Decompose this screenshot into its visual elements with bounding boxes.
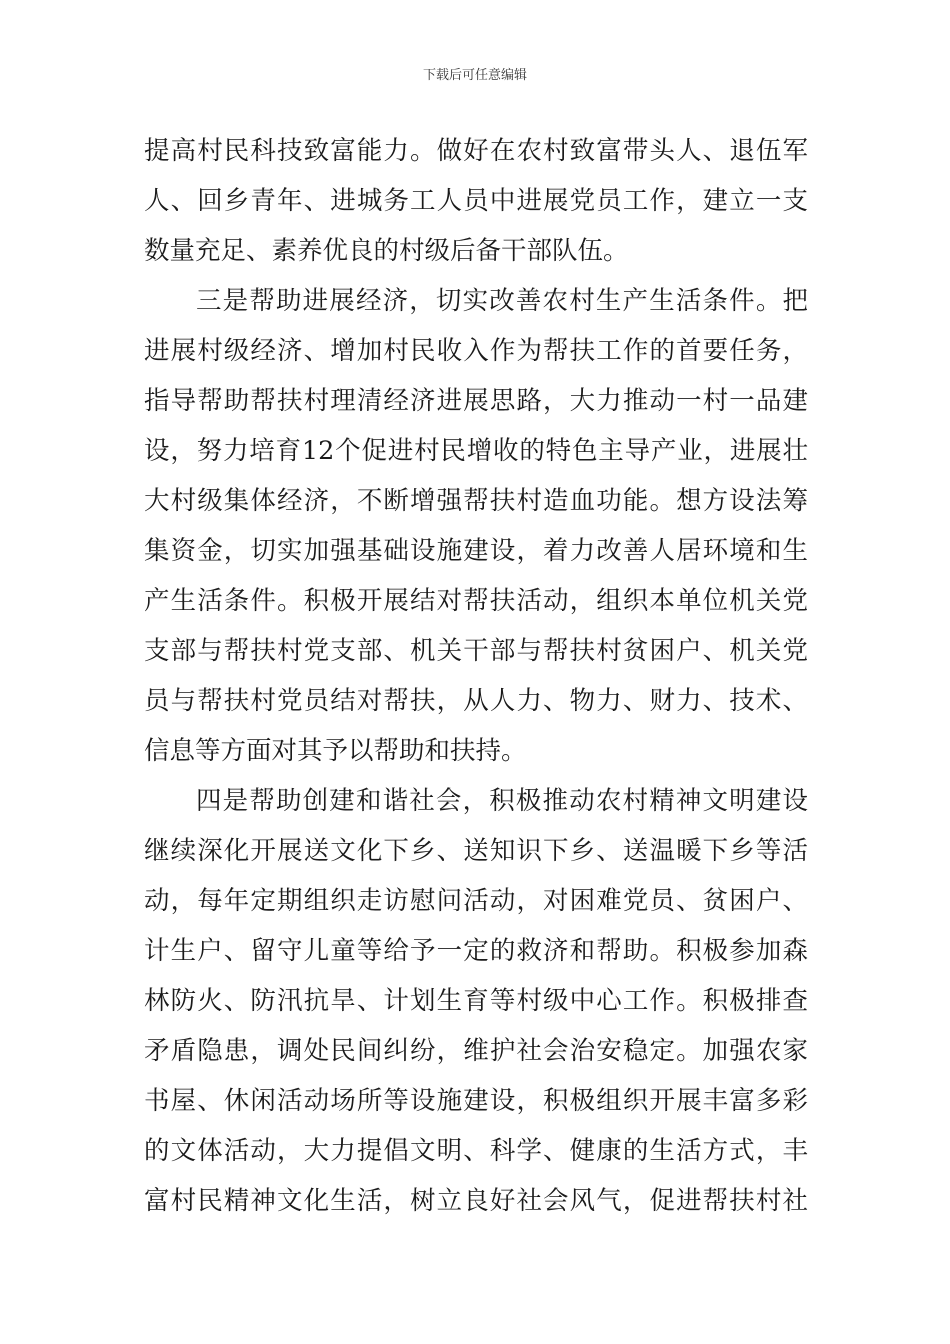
text-line: 集资金，切实加强基础设施建设，着力改善人居环境和生 [144,536,808,566]
page-header: 下载后可任意编辑 [422,68,527,83]
text-line: 人、回乡青年、进城务工人员中进展党员工作，建立一支 [144,186,808,216]
text-line: 设，努力培育12个促进村民增收的特色主导产业，进展壮 [144,436,808,466]
text-line: 富村民精神文化生活，树立良好社会风气，促进帮扶村社 [144,1186,808,1216]
text-line: 提高村民科技致富能力。做好在农村致富带头人、退伍军 [144,136,808,166]
text-line: 书屋、休闲活动场所等设施建设，积极组织开展丰富多彩 [144,1086,808,1116]
text-line: 计生户、留守儿童等给予一定的救济和帮助。积极参加森 [144,936,808,966]
text-line: 数量充足、素养优良的村级后备干部队伍。 [144,236,629,266]
text-line: 进展村级经济、增加村民收入作为帮扶工作的首要任务， [144,336,808,366]
text-line: 继续深化开展送文化下乡、送知识下乡、送温暖下乡等活 [144,836,808,866]
text-line: 指导帮助帮扶村理清经济进展思路，大力推动一村一品建 [144,386,808,416]
paragraph-start-line: 三是帮助进展经济，切实改善农村生产生活条件。把 [196,286,808,316]
text-line: 矛盾隐患，调处民间纠纷，维护社会治安稳定。加强农家 [144,1036,808,1066]
paragraph-start-line: 四是帮助创建和谐社会，积极推动农村精神文明建设 [196,786,808,816]
text-line: 的文体活动，大力提倡文明、科学、健康的生活方式，丰 [144,1136,808,1166]
text-line: 产生活条件。积极开展结对帮扶活动，组织本单位机关党 [144,586,808,616]
body-text [144,126,808,1226]
text-line: 林防火、防汛抗旱、计划生育等村级中心工作。积极排查 [144,986,808,1016]
text-line: 支部与帮扶村党支部、机关干部与帮扶村贫困户、机关党 [144,636,808,666]
text-line: 员与帮扶村党员结对帮扶，从人力、物力、财力、技术、 [144,686,808,716]
text-line: 大村级集体经济，不断增强帮扶村造血功能。想方设法筹 [144,486,808,516]
text-line: 信息等方面对其予以帮助和扶持。 [144,736,527,766]
text-line: 动，每年定期组织走访慰问活动，对困难党员、贫困户、 [144,886,808,916]
